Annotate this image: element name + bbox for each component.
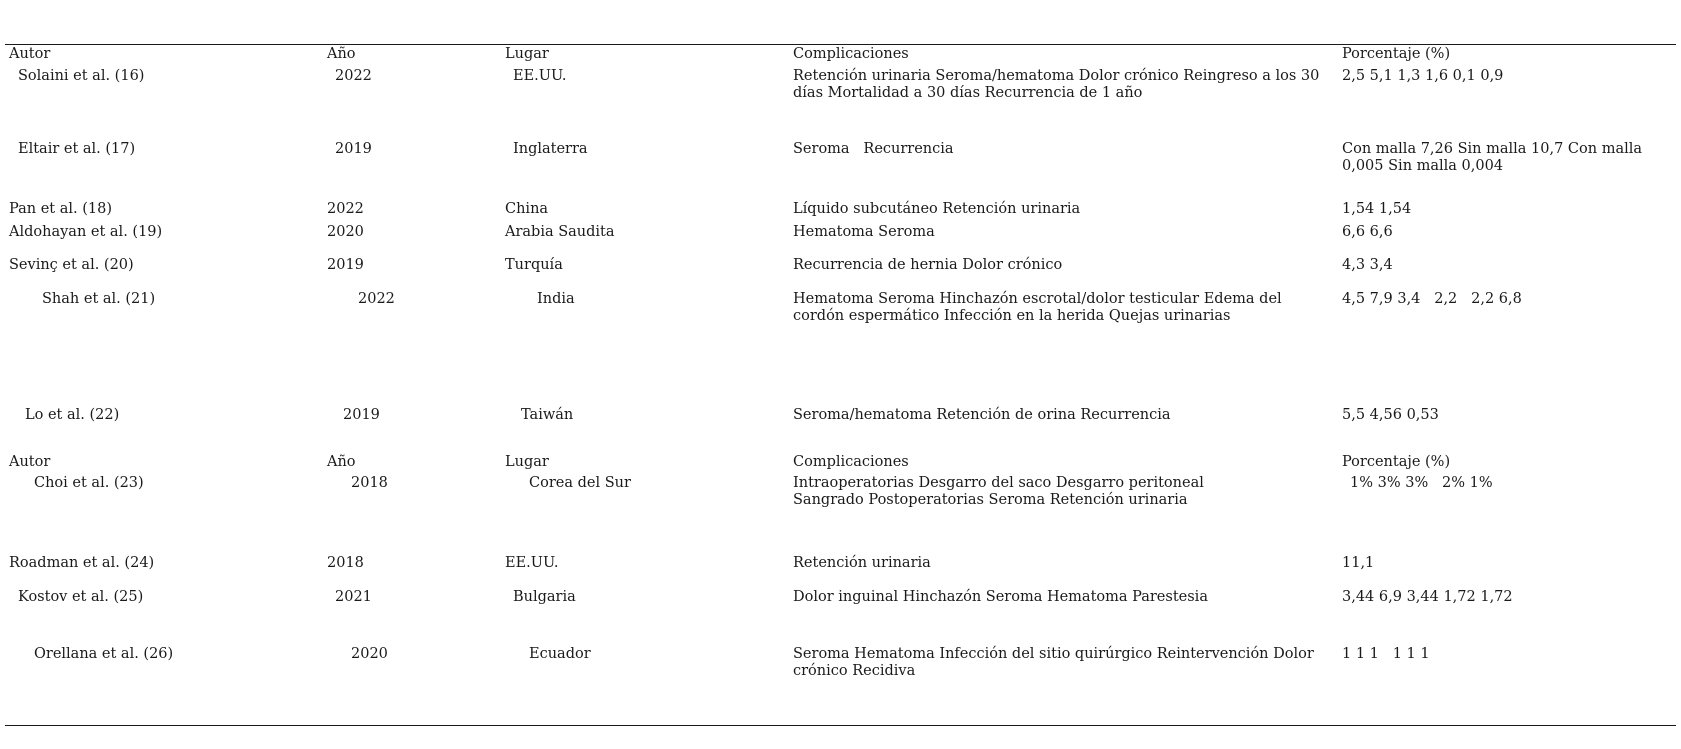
bottom-rule [5,725,1676,726]
cell-autor: Kostov et al. (25) [18,589,144,605]
cell-anio: 2020 [351,646,388,662]
cell-lugar: EE.UU. [513,68,567,84]
top-rule [5,44,1676,45]
cell-porcentaje: 1 1 1 1 1 1 [1342,646,1430,662]
header-lugar: Lugar [505,46,549,62]
cell-anio: 2018 [351,475,388,491]
cell-autor: Aldohayan et al. (19) [9,224,163,240]
cell-complicaciones: Recurrencia de hernia Dolor crónico [793,257,1063,273]
cell-autor: Sevinç et al. (20) [9,257,134,273]
cell-lugar: China [505,201,549,217]
cell-autor: Solaini et al. (16) [18,68,145,84]
cell-complicaciones: Líquido subcutáneo Retención urinaria [793,201,1081,217]
header-anio: Año [327,46,356,62]
cell-lugar: EE.UU. [505,555,559,571]
cell-lugar: Corea del Sur [529,475,631,491]
cell-anio: 2022 [327,201,364,217]
cell-lugar: Ecuador [529,646,591,662]
cell-complicaciones: Hematoma Seroma [793,224,935,240]
cell-complicaciones: Intraoperatorias Desgarro del saco Desgarro peritoneal Sangrado Postoperatorias Seroma Retención urinaria [793,475,1204,508]
cell-anio: 2022 [358,291,395,307]
cell-porcentaje: 4,3 3,4 [1342,257,1393,273]
cell-porcentaje: 2,5 5,1 1,3 1,6 0,1 0,9 [1342,68,1504,84]
cell-autor: Eltair et al. (17) [18,141,136,157]
cell-complicaciones: Dolor inguinal Hinchazón Seroma Hematoma Parestesia [793,589,1208,605]
cell-autor: Lo et al. (22) [25,407,120,423]
cell-porcentaje: Con malla 7,26 Sin malla 10,7 Con malla 0,005 Sin malla 0,004 [1342,141,1643,174]
header-anio: Año [327,454,356,470]
cell-porcentaje: 4,5 7,9 3,4 2,2 2,2 6,8 [1342,291,1522,307]
cell-lugar: Turquía [505,257,563,273]
cell-anio: 2020 [327,224,364,240]
cell-porcentaje: 1% 3% 3% 2% 1% [1350,475,1493,491]
cell-anio: 2019 [335,141,372,157]
cell-autor: Shah et al. (21) [42,291,156,307]
cell-porcentaje: 3,44 6,9 3,44 1,72 1,72 [1342,589,1513,605]
header-lugar: Lugar [505,454,549,470]
cell-autor: Choi et al. (23) [34,475,144,491]
header-porcentaje: Porcentaje (%) [1342,454,1451,470]
cell-porcentaje: 11,1 [1342,555,1375,571]
cell-complicaciones: Seroma/hematoma Retención de orina Recurrencia [793,407,1171,423]
cell-anio: 2019 [343,407,380,423]
cell-autor: Pan et al. (18) [9,201,112,217]
cell-lugar: Arabia Saudita [505,224,615,240]
cell-complicaciones: Retención urinaria Seroma/hematoma Dolor crónico Reingreso a los 30 días Mortalidad a 30 días Recurrencia de 1 año [793,68,1320,101]
cell-anio: 2022 [335,68,372,84]
cell-lugar: Inglaterra [513,141,588,157]
cell-autor: Orellana et al. (26) [34,646,174,662]
cell-complicaciones: Seroma Hematoma Infección del sitio quirúrgico Reintervención Dolor crónico Recidiva [793,646,1314,679]
header-porcentaje: Porcentaje (%) [1342,46,1451,62]
cell-porcentaje: 5,5 4,56 0,53 [1342,407,1439,423]
cell-anio: 2018 [327,555,364,571]
header-autor: Autor [9,46,51,62]
cell-complicaciones: Retención urinaria [793,555,931,571]
header-complicaciones: Complicaciones [793,454,909,470]
cell-autor: Roadman et al. (24) [9,555,155,571]
cell-lugar: Bulgaria [513,589,576,605]
cell-complicaciones: Hematoma Seroma Hinchazón escrotal/dolor testicular Edema del cordón espermático Infección en la herida Quejas urinarias [793,291,1282,324]
cell-porcentaje: 6,6 6,6 [1342,224,1393,240]
header-complicaciones: Complicaciones [793,46,909,62]
cell-lugar: India [537,291,575,307]
cell-complicaciones: Seroma Recurrencia [793,141,954,157]
cell-anio: 2021 [335,589,372,605]
header-autor: Autor [9,454,51,470]
cell-anio: 2019 [327,257,364,273]
cell-lugar: Taiwán [521,407,574,423]
cell-porcentaje: 1,54 1,54 [1342,201,1412,217]
